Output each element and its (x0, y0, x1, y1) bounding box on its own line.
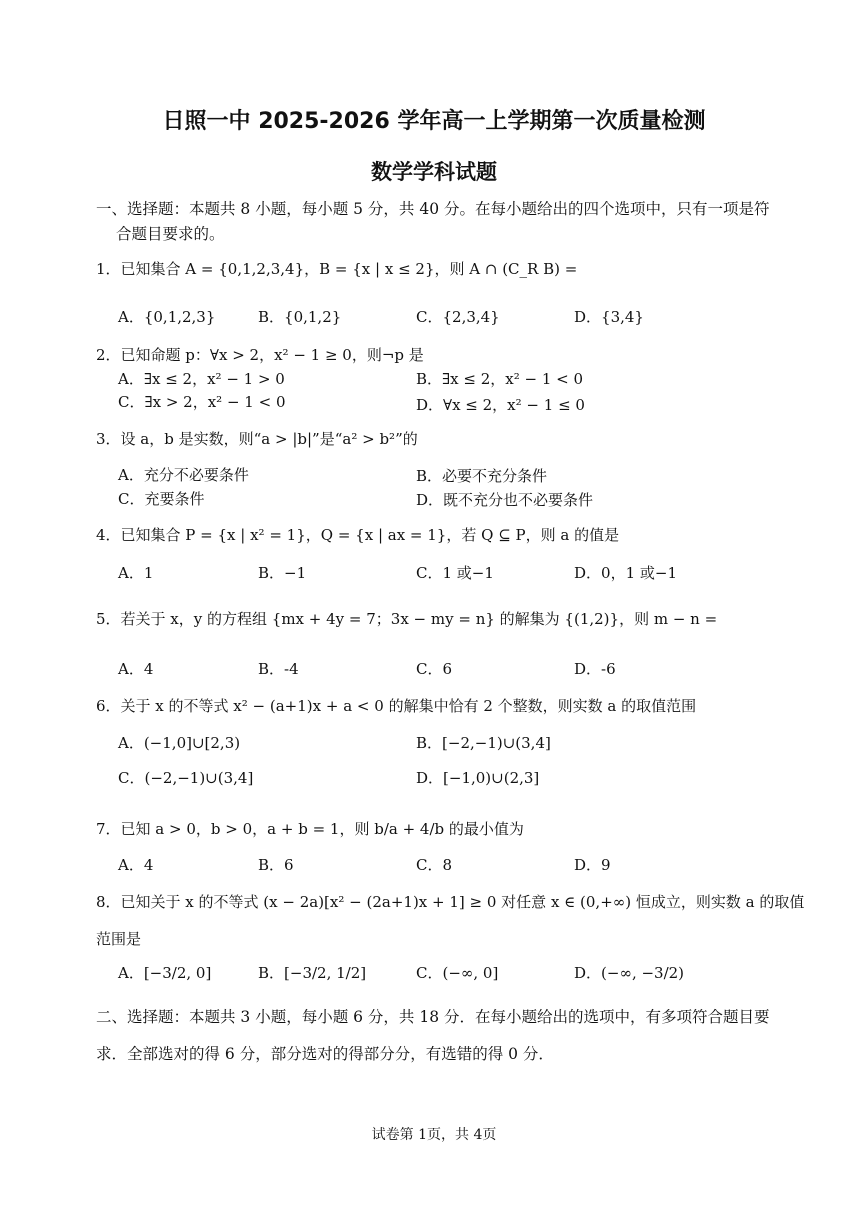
question-8-option-c: C．(−∞, 0] (416, 964, 499, 982)
question-7-stem: 7．已知 a > 0，b > 0，a + b = 1，则 b/a + 4/b 的最小值为 (96, 820, 524, 838)
question-7-option-a: A．4 (118, 856, 154, 874)
question-8-stem: 8．已知关于 x 的不等式 (x − 2a)[x² − (2a+1)x + 1] ≥ 0 对任意 x ∈ (0,+∞) 恒成立，则实数 a 的取值 (96, 893, 805, 911)
question-3-option-b: B．必要不充分条件 (416, 467, 548, 485)
question-4-option-a: A．1 (118, 564, 154, 582)
question-7-option-d: D．9 (574, 856, 611, 874)
page-footer: 试卷第 1页，共 4页 (371, 1127, 497, 1143)
question-2-option-d: D．∀x ≤ 2，x² − 1 ≤ 0 (416, 396, 585, 414)
question-4-stem: 4．已知集合 P = {x | x² = 1}，Q = {x | ax = 1}，若 Q ⊆ P，则 a 的值是 (96, 526, 620, 544)
question-8-stem-cont: 范围是 (96, 930, 142, 948)
question-5-option-b: B．-4 (258, 660, 299, 678)
question-1-option-c: C．{2,3,4} (416, 308, 500, 326)
question-7-option-b: B．6 (258, 856, 294, 874)
question-5-option-a: A．4 (118, 660, 154, 678)
question-2-option-b: B．∃x ≤ 2，x² − 1 < 0 (416, 370, 584, 388)
section2-heading: 二、选择题：本题共 3 小题，每小题 6 分，共 18 分．在每小题给出的选项中，有多项符合题目要 (96, 1008, 770, 1026)
question-5-option-c: C．6 (416, 660, 453, 678)
question-1-option-a: A．{0,1,2,3} (118, 308, 216, 326)
exam-subtitle: 数学学科试题 (371, 160, 497, 184)
section1-heading-cont: 合题目要求的。 (116, 225, 225, 243)
question-4-option-b: B．−1 (258, 564, 307, 582)
question-8-option-d: D．(−∞, −3/2) (574, 964, 685, 982)
exam-title: 日照一中 2025-2026 学年高一上学期第一次质量检测 (162, 109, 706, 134)
question-5-option-d: D．-6 (574, 660, 616, 678)
question-6-option-d: D．[−1,0)∪(2,3] (416, 769, 540, 787)
question-6-option-a: A．(−1,0]∪[2,3) (118, 734, 241, 752)
question-6-option-b: B．[−2,−1)∪(3,4] (416, 734, 551, 752)
question-4-option-d: D．0，1 或−1 (574, 564, 677, 582)
question-3-stem: 3．设 a，b 是实数，则“a > |b|”是“a² > b²”的 (96, 430, 418, 448)
question-8-option-b: B．[−3/2, 1/2] (258, 964, 367, 982)
question-5-stem: 5．若关于 x，y 的方程组 {mx + 4y = 7；3x − my = n} 的解集为 {(1,2)}，则 m − n = (96, 610, 718, 628)
question-3-option-d: D．既不充分也不必要条件 (416, 491, 594, 509)
question-8-option-a: A．[−3/2, 0] (118, 964, 212, 982)
question-3-option-a: A．充分不必要条件 (118, 466, 249, 484)
question-6-option-c: C．(−2,−1)∪(3,4] (118, 769, 254, 787)
question-6-stem: 6．关于 x 的不等式 x² − (a+1)x + a < 0 的解集中恰有 2 个整数，则实数 a 的取值范围 (96, 697, 697, 715)
question-1-stem: 1．已知集合 A = {0,1,2,3,4}，B = {x | x ≤ 2}，则 A ∩ (C_R B) = (96, 260, 578, 278)
question-2-option-c: C．∃x > 2，x² − 1 < 0 (118, 393, 286, 411)
section2-heading-cont: 求．全部选对的得 6 分，部分选对的得部分分，有选错的得 0 分． (96, 1045, 554, 1063)
question-1-option-b: B．{0,1,2} (258, 308, 342, 326)
question-2-stem: 2．已知命题 p：∀x > 2，x² − 1 ≥ 0，则¬p 是 (96, 346, 424, 364)
section1-heading: 一、选择题：本题共 8 小题，每小题 5 分，共 40 分。在每小题给出的四个选项中，只有一项是符 (96, 200, 770, 218)
question-3-option-c: C．充要条件 (118, 490, 205, 508)
question-2-option-a: A．∃x ≤ 2，x² − 1 > 0 (118, 370, 285, 388)
question-4-option-c: C．1 或−1 (416, 564, 494, 582)
question-7-option-c: C．8 (416, 856, 453, 874)
question-1-option-d: D．{3,4} (574, 308, 644, 326)
